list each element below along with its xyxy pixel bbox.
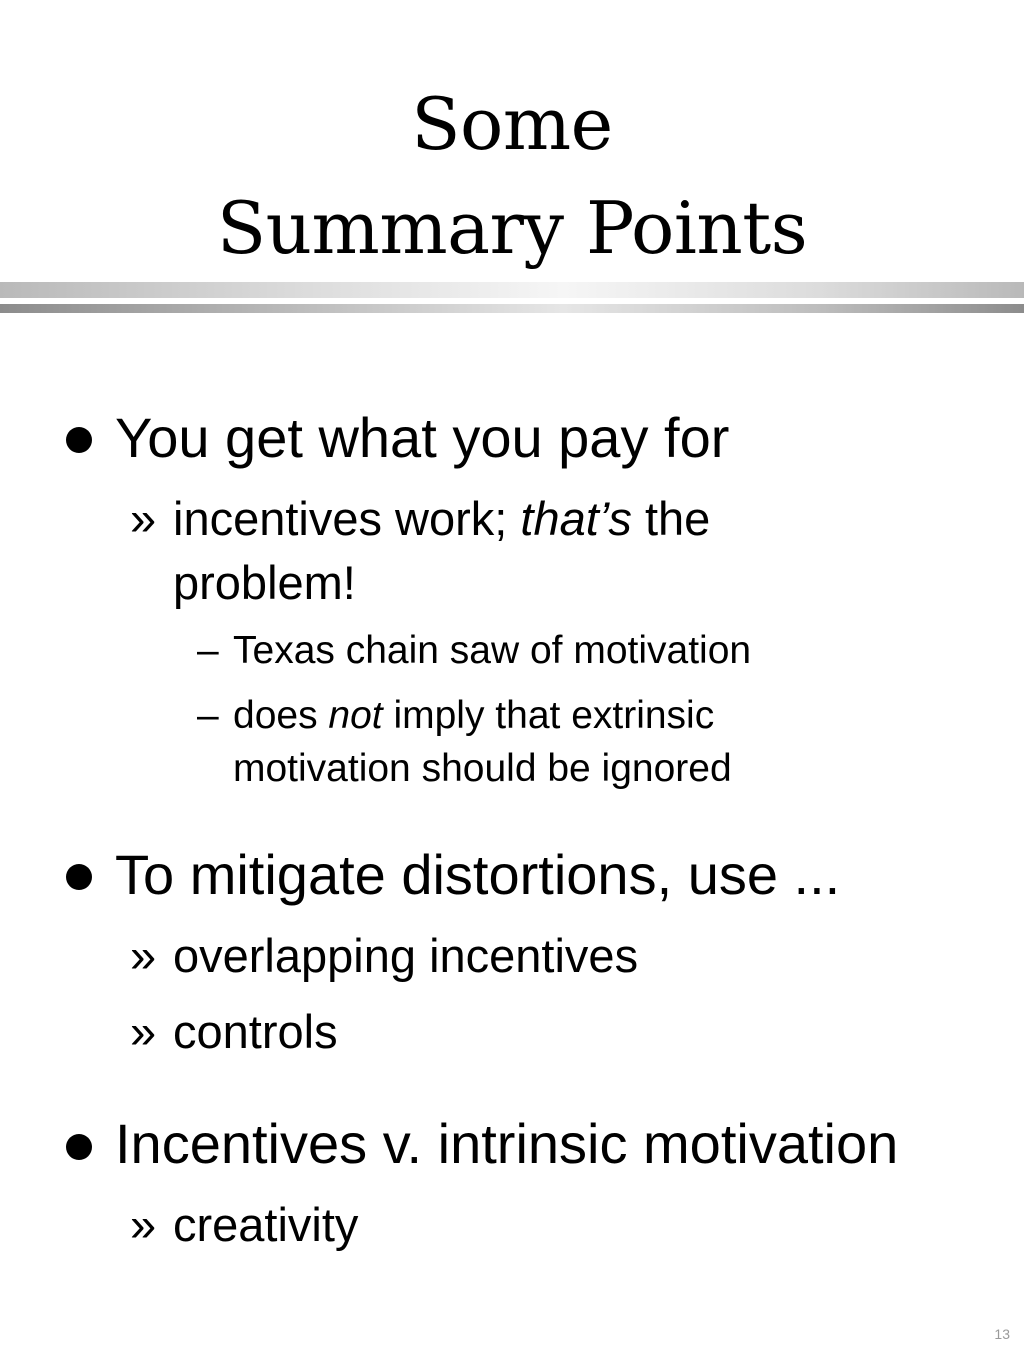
- bullet-1-sub-1-item-2: [233, 692, 714, 740]
- bullet-dot-icon: [66, 864, 92, 890]
- bullet-1-sub-1-item-1: Texas chain saw of motivation: [233, 629, 752, 672]
- bullet-dot-icon: [66, 427, 92, 453]
- title-divider-bottom: [0, 304, 1024, 313]
- sub-text-before: does: [233, 694, 329, 737]
- sub-text-emphasis: not: [328, 694, 383, 737]
- bullet-3-sub-1-text: creativity: [173, 1198, 359, 1251]
- bullet-1-sub-1-text: [173, 490, 710, 548]
- page-number: 13: [994, 1326, 1010, 1342]
- slide-title: [0, 72, 1024, 280]
- dash-marker-icon: –: [197, 629, 219, 672]
- title-line-1: Some: [411, 82, 613, 166]
- bullet-2-text: To mitigate distortions, use ...: [115, 843, 841, 906]
- title-divider-top: [0, 282, 1024, 298]
- sub-text-after: imply that extrinsic: [382, 694, 715, 737]
- sub-text-after: the: [631, 492, 711, 545]
- dash-marker-icon: –: [197, 694, 219, 737]
- title-line-2: Summary Points: [216, 186, 808, 270]
- sub-marker-icon: »: [130, 1198, 157, 1251]
- bullet-1-sub-1-continuation: problem!: [173, 556, 356, 609]
- bullet-3-text: Incentives v. intrinsic motivation: [115, 1112, 899, 1175]
- sub-marker-icon: »: [130, 929, 157, 982]
- bullet-dot-icon: [66, 1134, 92, 1160]
- bullet-1-sub-1-item-2-continuation: motivation should be ignored: [233, 747, 732, 790]
- bullet-2-sub-1-text: overlapping incentives: [173, 929, 639, 982]
- sub-marker-icon: »: [130, 1005, 157, 1058]
- sub-text-emphasis: that’s: [520, 492, 632, 545]
- bullet-1-text: You get what you pay for: [115, 406, 730, 469]
- bullet-2-sub-2-text: controls: [173, 1005, 338, 1058]
- sub-marker-icon: »: [130, 492, 157, 545]
- sub-text-before: incentives work;: [173, 492, 521, 545]
